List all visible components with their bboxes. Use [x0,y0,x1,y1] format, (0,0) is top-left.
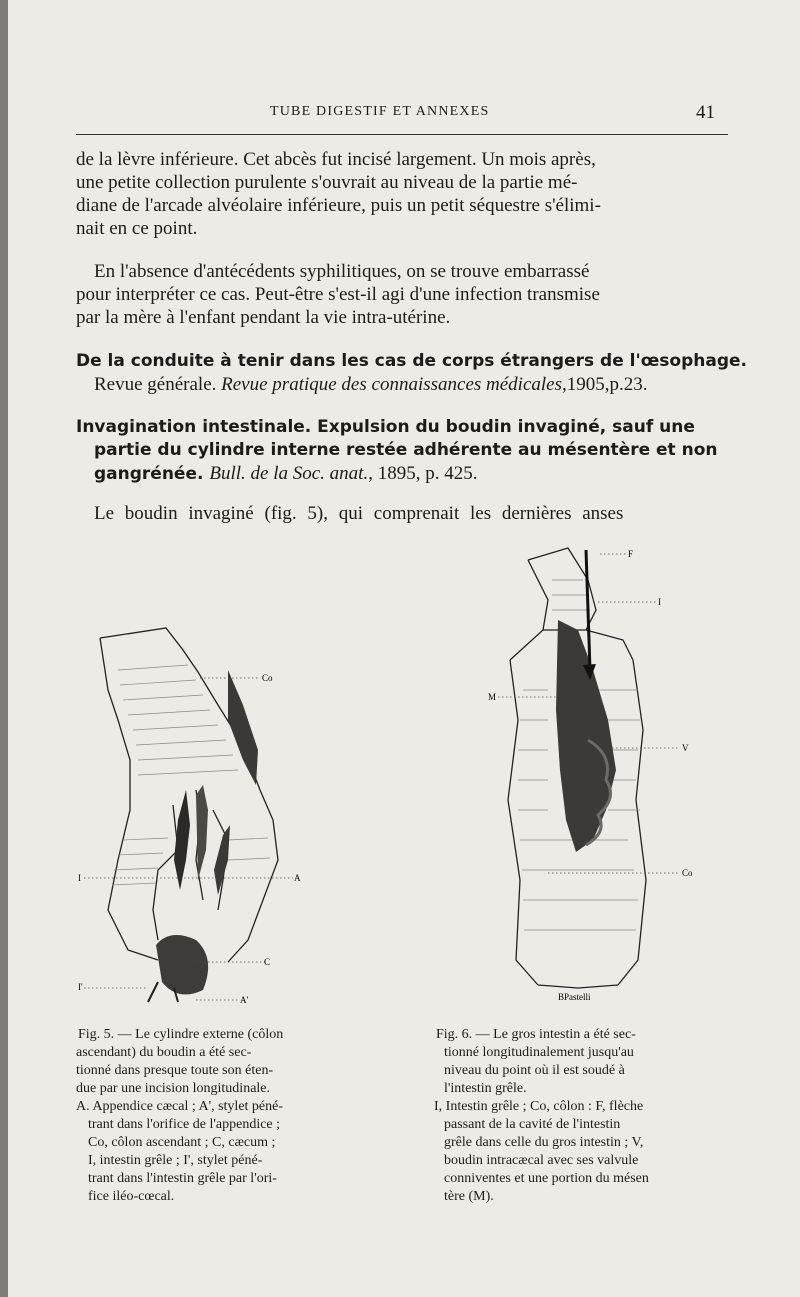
entry-corps-etrangers [76,350,747,396]
caption-line: trant dans l'intestin grêle par l'ori- [88,1171,277,1186]
entry-reference [76,462,726,486]
colon-outline [100,638,158,960]
colon-right-edge [618,660,646,985]
intracecal-boudin [556,620,616,852]
label-co: Co [262,673,273,683]
text-line: de la lèvre inférieure. Cet abcès fut incisé largement. Un mois après, [76,149,596,170]
caption-line: conniventes et une portion du mésen [444,1171,649,1186]
entry-title-line: Invagination intestinale. Expulsion du boudin invaginé, sauf une [76,417,695,437]
caption-line: passant de la cavité de l'intestin [444,1117,621,1132]
caption-line: due par une incision longitudinale. [76,1081,271,1096]
paragraph-boudin [76,502,720,525]
label-a-prime: A' [240,995,249,1005]
caption-line: niveau du point où il est soudé à [444,1063,625,1078]
cecum-outline [153,805,178,940]
caption-line: Fig. 6. — Le gros intestin a été sec- [436,1027,636,1042]
header-rule [76,134,728,135]
figure-6-caption [428,1026,728,1206]
entry-title-line: partie du cylindre interne restée adhérente au mésentère et non [94,440,718,460]
caption-line: tère (M). [444,1189,494,1204]
figure-5-illustration [78,610,378,1010]
entry-reference [76,373,726,396]
caption-line: trant dans l'orifice de l'appendice ; [88,1117,281,1132]
text-line: nait en ce point. [76,218,198,239]
figure-5-caption [76,1026,366,1206]
reference-tail: , 1895, p. 425. [368,463,478,484]
colon-bottom-edge [538,985,618,988]
caption-line: l'intestin grêle. [444,1081,527,1096]
caption-line: Fig. 5. — Le cylindre externe (côlon [78,1027,284,1042]
text-line: pour interpréter ce cas. Peut-être s'est-il agi d'une infection transmise [76,284,600,305]
arrow-f [586,550,590,670]
entry-title: De la conduite à tenir dans les cas de corps étrangers de l'œsophage. [76,351,747,371]
label-f: F [628,549,634,559]
paragraph-abscess [76,148,720,240]
label-a: A [294,873,301,883]
label-i: I [78,873,81,883]
reference-prefix: Revue générale. [94,374,222,395]
book-page [8,0,800,1297]
caption-line: Co, côlon ascendant ; C, cæcum ; [88,1135,276,1150]
stylet-a-prime [196,785,208,880]
small-intestine-outline [528,560,548,630]
label-c: C [264,957,271,967]
running-title: TUBE DIGESTIF ET ANNEXES [270,104,490,119]
caption-line: fice iléo-cœcal. [88,1189,175,1204]
shadow-fold [228,670,258,785]
caption-line: tionné dans presque toute son éten- [76,1063,274,1078]
journal-name: Revue pratique des connaissances médicales [221,374,562,395]
text-line: En l'absence d'antécédents syphilitiques, on se trouve embarrassé [94,261,590,282]
label-co: Co [682,868,693,878]
stylet-i-prime [148,982,158,1002]
caption-line: I, Intestin grêle ; Co, côlon : F, flèche [434,1099,644,1114]
figure-6-illustration [448,540,718,1010]
label-v: V [682,743,689,753]
page-number: 41 [696,102,715,123]
caption-line: grêle dans celle du gros intestin ; V, [444,1135,644,1150]
entry-invagination [76,416,726,486]
paragraph-syphilis [76,260,720,329]
text-line: une petite collection purulente s'ouvrait au niveau de la partie mé- [76,172,578,193]
caption-line: ascendant) du boudin a été sec- [76,1045,252,1060]
label-m: M [488,692,497,702]
journal-name: Bull. de la Soc. anat. [209,463,369,484]
appendix-shading [174,790,190,890]
reference-tail: ,1905,p.23. [562,374,648,395]
entry-title-end: gangrénée. [94,464,210,484]
label-i-prime: I' [78,982,83,992]
caption-line: I, intestin grêle ; I', stylet péné- [88,1153,263,1168]
text-line: par la mère à l'enfant pendant la vie intra-utérine. [76,307,451,328]
text-line: Le boudin invaginé (fig. 5), qui comprenait les dernières anses [94,503,624,524]
caption-line: boudin intracæcal avec ses valvule [444,1153,639,1168]
colon-left-edge [508,660,538,985]
colon-outline [228,790,278,962]
running-header [8,104,800,128]
engraver-signature: BPastelli [558,992,591,1002]
caption-line: A. Appendice cæcal ; A', stylet péné- [76,1099,284,1114]
label-i: I [658,597,661,607]
caption-line: tionné longitudinalement jusqu'au [444,1045,634,1060]
cecum-bulb [156,935,208,994]
text-line: diane de l'arcade alvéolaire inférieure, puis un petit séquestre s'élimi- [76,195,601,216]
